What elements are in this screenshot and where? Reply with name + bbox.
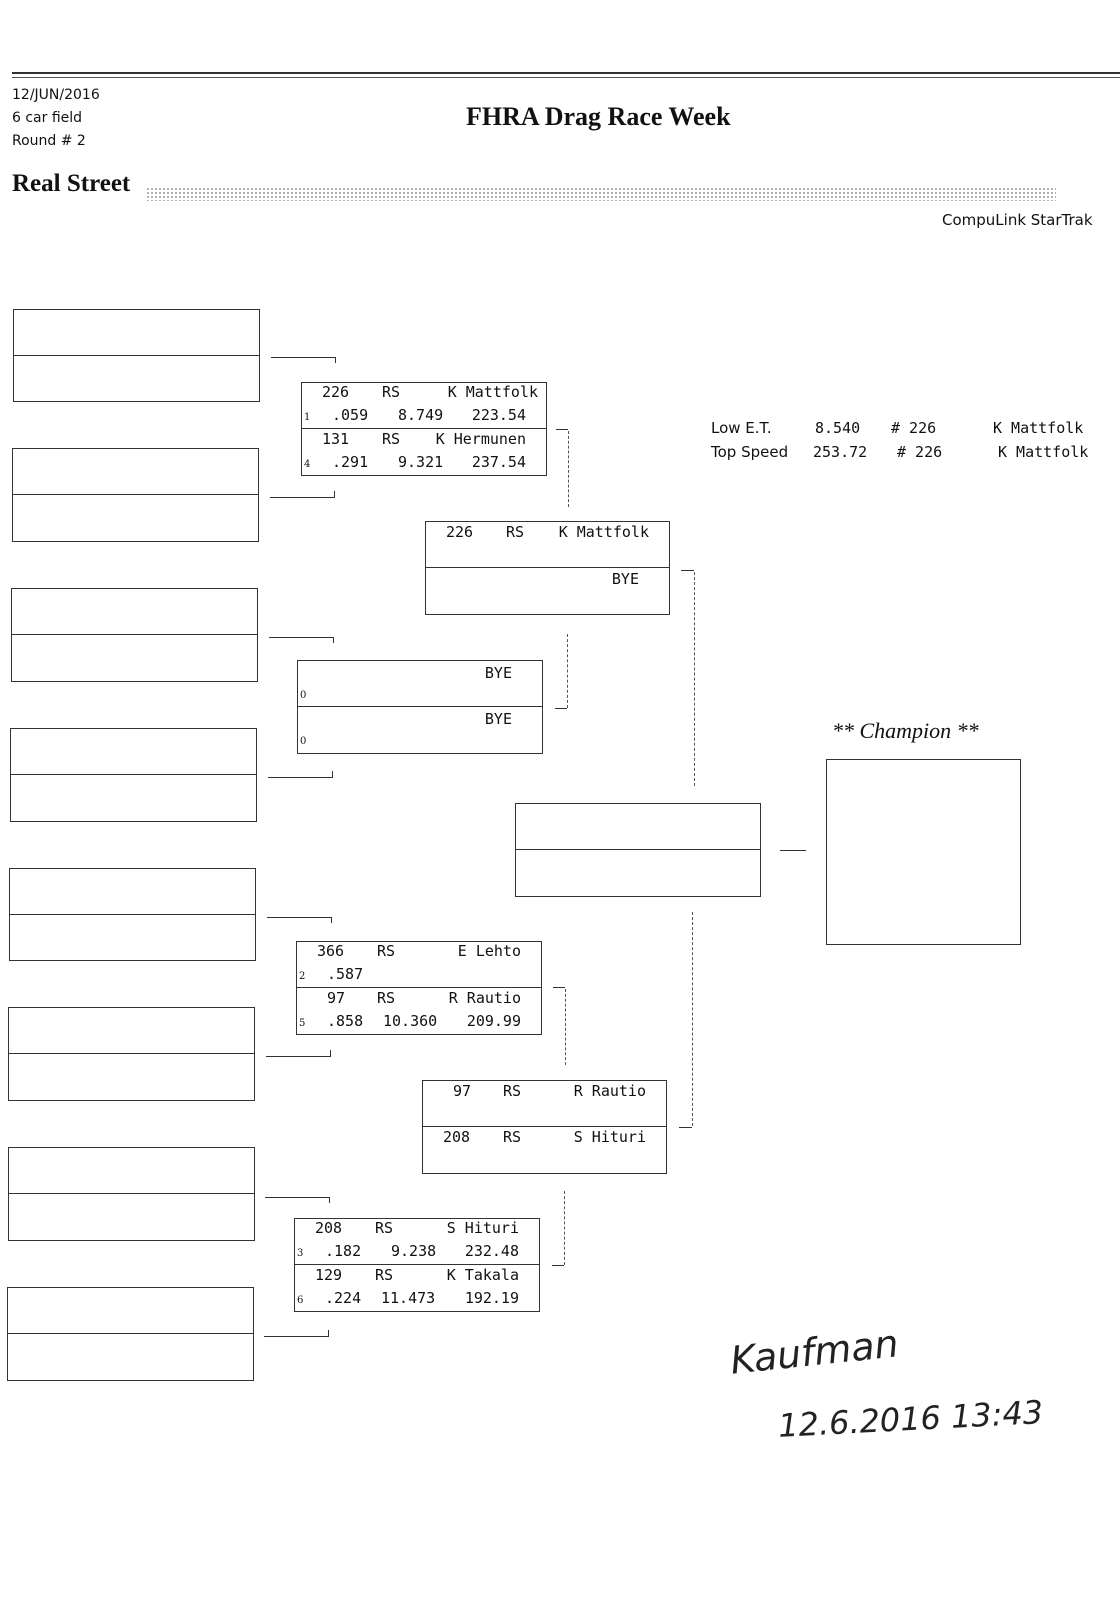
round1-box-4 — [10, 728, 257, 822]
elapsed-time: 8.749 — [398, 406, 444, 424]
driver-name: E Lehto — [457, 942, 521, 960]
top-speed-label: Top Speed — [711, 443, 789, 461]
driver-name: R Rautio — [448, 989, 521, 1007]
driver-name: K Hermunen — [435, 430, 526, 448]
driver-name: BYE — [484, 664, 512, 682]
header-rule-bottom — [12, 77, 1120, 78]
top-speed-value: 253.72 — [813, 443, 868, 461]
car-class: RS — [375, 1219, 394, 1237]
elapsed-time: 9.321 — [398, 453, 444, 471]
driver-name: K Takala — [446, 1266, 519, 1284]
speed-mph: 232.48 — [464, 1242, 519, 1260]
reaction-time: .224 — [325, 1289, 362, 1307]
header-meta — [12, 84, 100, 153]
round1-box-6 — [8, 1007, 255, 1101]
round-number: Round # 2 — [12, 133, 86, 149]
round3-match-2 — [422, 1080, 667, 1174]
driver-name: R Rautio — [573, 1082, 646, 1100]
car-number: 226 — [446, 523, 474, 541]
champion-box — [826, 759, 1021, 945]
low-et-driver: K Mattfolk — [993, 419, 1084, 437]
reaction-time: .587 — [327, 965, 364, 983]
round2-match-1 — [301, 382, 547, 476]
round1-box-5 — [9, 868, 256, 961]
lane-number: 1 — [304, 412, 311, 423]
speed-mph: 237.54 — [471, 453, 526, 471]
round1-box-3 — [11, 588, 258, 682]
records-panel — [711, 419, 1091, 467]
round1-box-8 — [7, 1287, 254, 1381]
car-number: 366 — [317, 942, 345, 960]
low-et-label: Low E.T. — [711, 419, 772, 437]
brand-label: CompuLink StarTrak — [942, 211, 1093, 229]
speed-mph: 209.99 — [466, 1012, 521, 1030]
header-rule-top — [12, 72, 1120, 74]
car-number: 208 — [443, 1128, 471, 1146]
car-number: 131 — [322, 430, 350, 448]
round2-match-3 — [296, 941, 542, 1035]
lane-number: 4 — [304, 459, 311, 470]
car-class: RS — [503, 1128, 522, 1146]
car-number: 226 — [322, 383, 350, 401]
page-title: FHRA Drag Race Week — [466, 102, 731, 131]
reaction-time: .059 — [332, 406, 369, 424]
round3-match-1 — [425, 521, 670, 615]
final-box — [515, 803, 761, 897]
car-number: 97 — [327, 989, 346, 1007]
elapsed-time: 9.238 — [391, 1242, 437, 1260]
top-speed-driver: K Mattfolk — [998, 443, 1089, 461]
reaction-time: .858 — [327, 1012, 364, 1030]
reaction-time: .291 — [332, 453, 369, 471]
car-class: RS — [506, 523, 525, 541]
round1-box-7 — [8, 1147, 255, 1241]
lane-number: 6 — [297, 1295, 304, 1306]
champion-label: ** Champion ** — [832, 718, 979, 743]
speed-mph: 223.54 — [471, 406, 526, 424]
lane-number: 2 — [299, 971, 306, 982]
field-size: 6 car field — [12, 110, 83, 126]
driver-name: S Hituri — [573, 1128, 646, 1146]
driver-name: K Mattfolk — [447, 383, 538, 401]
low-et-row — [711, 419, 1091, 443]
round1-box-2 — [12, 448, 259, 542]
low-et-value: 8.540 — [815, 419, 861, 437]
car-class: RS — [382, 430, 401, 448]
driver-name: K Mattfolk — [558, 523, 649, 541]
event-date: 12/JUN/2016 — [12, 87, 100, 103]
low-et-car: # 226 — [891, 419, 937, 437]
driver-name: BYE — [611, 570, 639, 588]
car-number: 129 — [315, 1266, 343, 1284]
lane-number: 3 — [297, 1248, 304, 1259]
reaction-time: .182 — [325, 1242, 362, 1260]
lane-number: 0 — [300, 690, 307, 701]
top-speed-row — [711, 443, 1091, 467]
car-class: RS — [377, 942, 396, 960]
speed-mph: 192.19 — [464, 1289, 519, 1307]
class-name: Real Street — [12, 170, 131, 197]
lane-number: 0 — [300, 736, 307, 747]
signature-datetime: 12.6.2016 13:43 — [777, 1393, 1045, 1445]
round1-box-1 — [13, 309, 260, 402]
elapsed-time: 11.473 — [381, 1289, 436, 1307]
signature-name: Kaufman — [728, 1321, 901, 1383]
round2-match-2 — [297, 660, 543, 754]
driver-name: BYE — [484, 710, 512, 728]
lane-number: 5 — [299, 1018, 306, 1029]
car-number: 97 — [453, 1082, 472, 1100]
car-class: RS — [375, 1266, 394, 1284]
car-class: RS — [382, 383, 401, 401]
car-number: 208 — [315, 1219, 343, 1237]
car-class: RS — [377, 989, 396, 1007]
top-speed-car: # 226 — [897, 443, 943, 461]
driver-name: S Hituri — [446, 1219, 519, 1237]
dotted-fill-bar — [146, 187, 1056, 201]
round2-match-4 — [294, 1218, 540, 1312]
elapsed-time: 10.360 — [383, 1012, 438, 1030]
car-class: RS — [503, 1082, 522, 1100]
